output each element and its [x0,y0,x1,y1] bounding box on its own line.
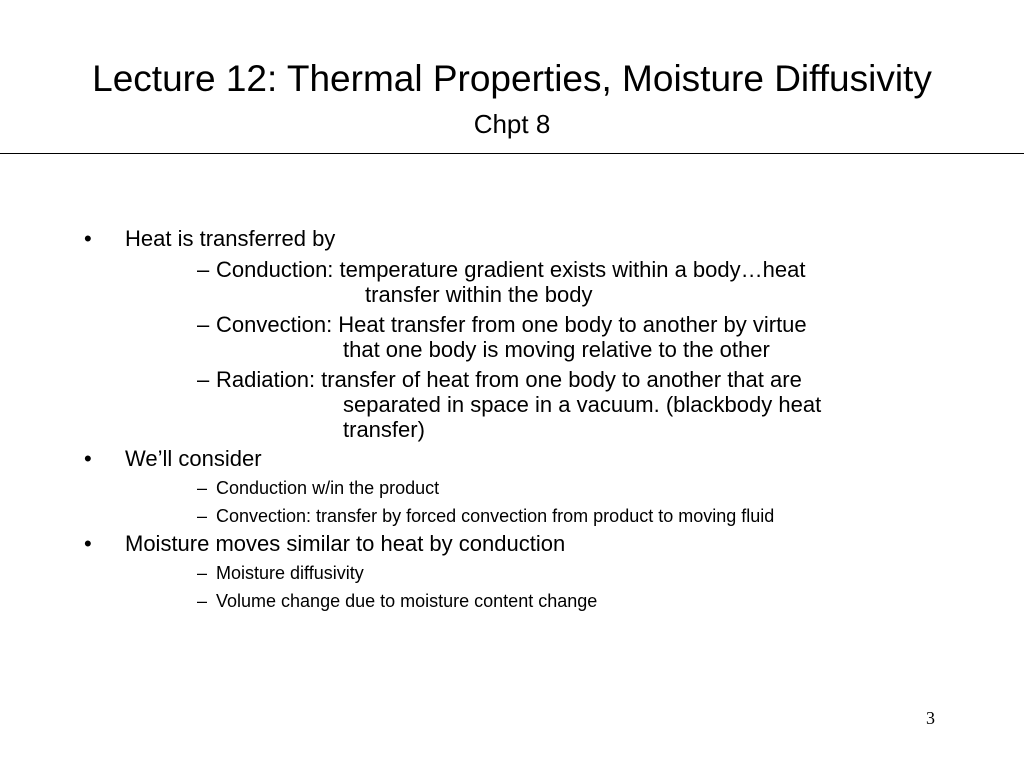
bullet-marker: • [84,446,92,471]
sub-item-text-continued: separated in space in a vacuum. (blackbody heat [343,392,822,417]
sub-item-text-continued: transfer) [343,417,425,442]
slide-subtitle: Chpt 8 [473,109,551,139]
title-divider [0,153,1024,154]
sub-item-dash: – [197,506,208,526]
sub-item-dash: – [197,591,208,611]
slide-title: Lecture 12: Thermal Properties, Moisture Diffusivity [92,58,932,99]
sub-item-dash: – [197,367,210,392]
sub-item-text: Radiation: transfer of heat from one body to another that are [216,367,802,392]
sub-item-text: Convection: Heat transfer from one body to another by virtue [216,312,807,337]
sub-item-dash: – [197,478,208,498]
sub-item-text: Moisture diffusivity [216,563,364,583]
sub-item-text-continued: that one body is moving relative to the other [343,337,770,362]
bullet-marker: • [84,531,92,556]
page-number: 3 [926,708,935,728]
bullet-text: We’ll consider [125,446,262,471]
bullet-marker: • [84,226,92,251]
sub-item-text: Volume change due to moisture content change [216,591,598,611]
sub-item-text: Conduction: temperature gradient exists within a body…heat [216,257,806,282]
sub-item-text: Conduction w/in the product [216,478,440,498]
sub-item-text: Convection: transfer by forced convection from product to moving fluid [216,506,775,526]
bullet-text: Heat is transferred by [125,226,336,251]
bullet-text: Moisture moves similar to heat by conduction [125,531,566,556]
sub-item-dash: – [197,563,208,583]
sub-item-dash: – [197,312,210,337]
sub-item-dash: – [197,257,210,282]
sub-item-text-continued: transfer within the body [365,282,593,307]
